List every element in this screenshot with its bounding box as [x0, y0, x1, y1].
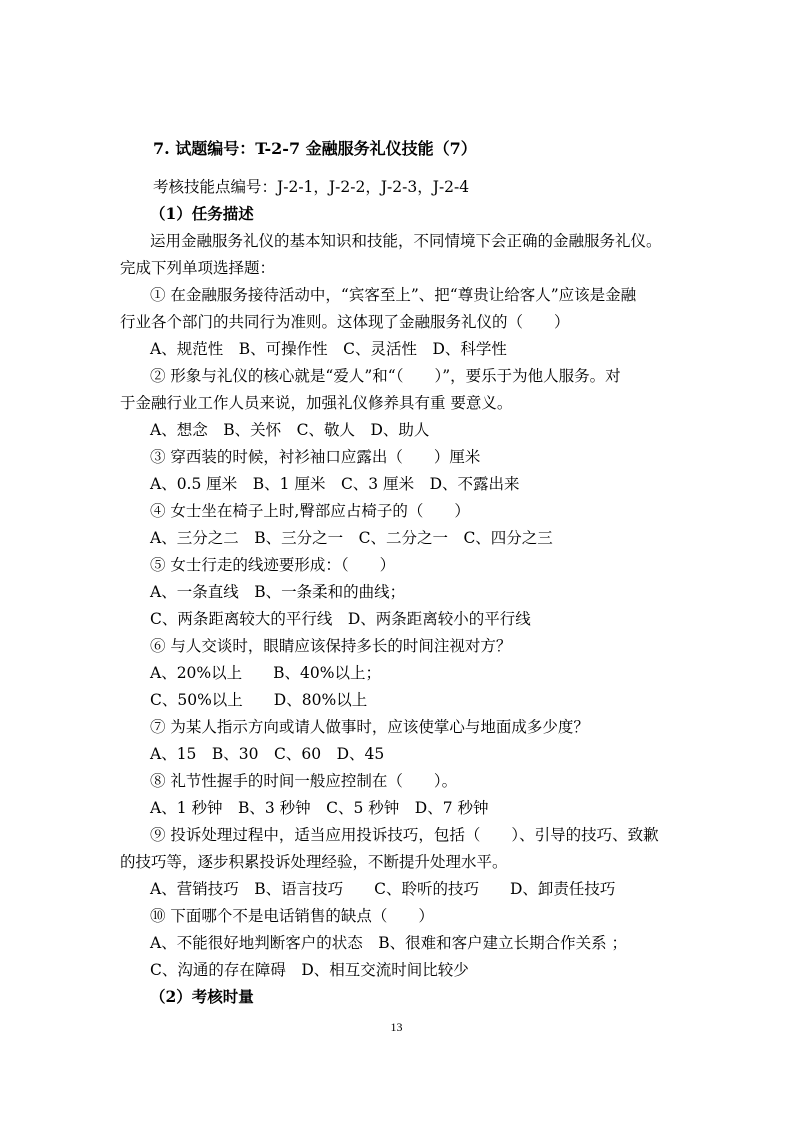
question-2-options: A、想念 B、关怀 C、敬人 D、助人: [150, 421, 430, 439]
question-4-options: A、三分之二 B、三分之一 C、二分之一 C、四分之三: [150, 529, 553, 547]
question-10-options-line-1: A、不能很好地判断客户的状态 B、很难和客户建立长期合作关系 ；: [150, 934, 628, 952]
question-1-stem-line-1: ① 在金融服务接待活动中，“宾客至上”、把“尊贵让给客人”应该是金融: [150, 286, 637, 304]
question-6-options-line-1: A、20%以上 B、40%以上；: [150, 664, 381, 682]
question-9-options: A、营销技巧 B、语言技巧 C、聆听的技巧 D、卸责任技巧: [150, 880, 616, 898]
question-6-stem: ⑥ 与人交谈时，眼睛应该保持多长的时间注视对方？: [150, 637, 512, 655]
question-7-stem: ⑦ 为某人指示方向或请人做事时，应该使掌心与地面成多少度？: [150, 718, 589, 736]
question-10-stem: ⑩ 下面哪个不是电话销售的缺点（ ）: [150, 907, 434, 925]
question-9-stem-line-1: ⑨ 投诉处理过程中，适当应用投诉技巧，包括（ ）、引导的技巧、致歉: [150, 826, 659, 844]
task-heading: （1）任务描述: [150, 204, 254, 223]
question-5-stem: ⑤ 女士行走的线迹要形成：（ ）: [150, 556, 396, 574]
question-3-stem: ③ 穿西装的时候，衬衫袖口应露出（ ）厘米: [150, 448, 481, 466]
intro-line-2: 完成下列单项选择题：: [120, 259, 276, 277]
question-4-stem: ④ 女士坐在椅子上时,臀部应占椅子的（ ）: [150, 502, 470, 520]
question-3-options: A、0.5 厘米 B、1 厘米 C、3 厘米 D、不露出来: [150, 475, 520, 493]
skill-points: 考核技能点编号：J-2-1，J-2-2，J-2-3，J-2-4: [153, 178, 470, 196]
question-9-stem-line-2: 的技巧等，逐步积累投诉处理经验，不断提升处理水平。: [120, 853, 508, 871]
question-8-stem: ⑧ 礼节性握手的时间一般应控制在（ ）。: [150, 772, 458, 790]
question-1-options: A、规范性 B、可操作性 C、灵活性 D、科学性: [150, 340, 507, 358]
question-5-options-line-2: C、两条距离较大的平行线 D、两条距离较小的平行线: [150, 610, 531, 628]
page-number: 13: [390, 1020, 403, 1034]
question-2-stem-line-2: 于金融行业工作人员来说，加强礼仪修养具有重 要意义。: [120, 394, 513, 412]
intro-line-1: 运用金融服务礼仪的基本知识和技能，不同情境下会正确的金融服务礼仪。: [150, 232, 662, 250]
question-2-stem-line-1: ② 形象与礼仪的核心就是“爱人”和“（ ）”，要乐于为他人服务。对: [150, 367, 621, 385]
question-6-options-line-2: C、50%以上 D、80%以上: [150, 691, 368, 709]
question-10-options-line-2: C、沟通的存在障碍 D、相互交流时间比较少: [150, 961, 469, 979]
question-8-options: A、1 秒钟 B、3 秒钟 C、5 秒钟 D、7 秒钟: [150, 799, 489, 817]
time-heading: （2）考核时量: [150, 987, 254, 1006]
question-5-options-line-1: A、一条直线 B、一条柔和的曲线；: [150, 583, 406, 601]
question-7-options: A、15 B、30 C、60 D、45: [150, 745, 385, 763]
question-1-stem-line-2: 行业各个部门的共同行为准则。这体现了金融服务礼仪的（ ）: [120, 313, 570, 331]
section-title: 7. 试题编号：T-2-7 金融服务礼仪技能（7）: [153, 139, 477, 158]
